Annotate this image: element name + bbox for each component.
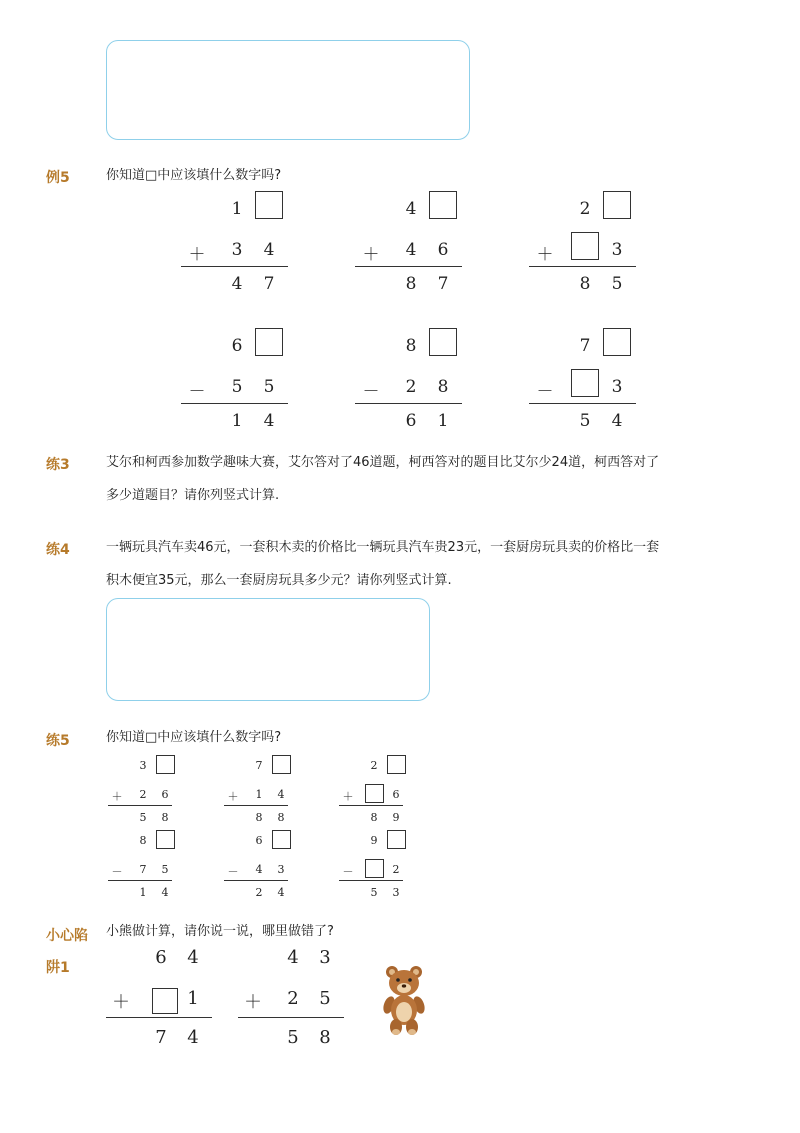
- sum-line: [339, 805, 403, 806]
- digit: 1: [231, 199, 243, 219]
- operator-sign: －: [362, 382, 380, 402]
- digit: 1: [139, 886, 147, 899]
- digit: 8: [277, 811, 285, 824]
- digit: 7: [155, 1027, 167, 1048]
- operator-sign: ＋: [536, 245, 554, 265]
- sum-line: [529, 403, 636, 404]
- sum-line: [224, 805, 288, 806]
- operator-sign: ＋: [244, 992, 262, 1013]
- digit: 7: [437, 274, 449, 294]
- operator-sign: ＋: [362, 245, 380, 265]
- digit: 2: [392, 863, 400, 876]
- digit: 5: [161, 863, 169, 876]
- digit: 1: [255, 788, 263, 801]
- sum-line: [181, 266, 288, 267]
- digit: 8: [161, 811, 169, 824]
- digit: 8: [405, 274, 417, 294]
- sum-line: [224, 880, 288, 881]
- digit: 8: [579, 274, 591, 294]
- digit: 4: [277, 788, 285, 801]
- operator-sign: ＋: [227, 790, 239, 803]
- digit: 4: [405, 199, 417, 219]
- digit: 4: [231, 274, 243, 294]
- answer-blank[interactable]: [387, 830, 406, 849]
- digit: 5: [231, 377, 243, 397]
- digit: 4: [287, 947, 299, 968]
- digit: 8: [255, 811, 263, 824]
- digit: 8: [405, 336, 417, 356]
- digit: 8: [319, 1027, 331, 1048]
- answer-blank[interactable]: [429, 191, 457, 219]
- digit: 2: [255, 886, 263, 899]
- answer-blank[interactable]: [152, 988, 178, 1014]
- answer-blank[interactable]: [571, 369, 599, 397]
- sum-line: [355, 403, 462, 404]
- digit: 6: [405, 411, 417, 431]
- operator-sign: －: [227, 865, 239, 878]
- bear-icon: [380, 963, 428, 1037]
- digit: 4: [187, 947, 199, 968]
- digit: 6: [392, 788, 400, 801]
- digit: 3: [231, 240, 243, 260]
- answer-blank[interactable]: [255, 191, 283, 219]
- digit: 5: [611, 274, 623, 294]
- answer-blank[interactable]: [603, 191, 631, 219]
- digit: 2: [139, 788, 147, 801]
- digit: 5: [370, 886, 378, 899]
- digit: 1: [231, 411, 243, 431]
- digit: 3: [139, 759, 147, 772]
- example-5-question: 你知道□中应该填什么数字吗?: [106, 168, 282, 183]
- digit: 4: [277, 886, 285, 899]
- operator-sign: ＋: [112, 992, 130, 1013]
- operator-sign: ＋: [342, 790, 354, 803]
- example-5-label: 例5: [46, 170, 70, 186]
- digit: 7: [255, 759, 263, 772]
- digit: 6: [155, 947, 167, 968]
- answer-box-top[interactable]: [106, 40, 470, 140]
- digit: 3: [319, 947, 331, 968]
- digit: 4: [161, 886, 169, 899]
- operator-sign: －: [342, 865, 354, 878]
- operator-sign: －: [536, 382, 554, 402]
- digit: 5: [287, 1027, 299, 1048]
- digit: 8: [139, 834, 147, 847]
- practice-3-label: 练3: [46, 457, 70, 473]
- operator-sign: －: [188, 382, 206, 402]
- digit: 1: [437, 411, 449, 431]
- answer-blank[interactable]: [571, 232, 599, 260]
- answer-blank[interactable]: [603, 328, 631, 356]
- answer-blank[interactable]: [387, 755, 406, 774]
- trap-1-label-line-1: 小心陷: [46, 928, 88, 944]
- digit: 6: [255, 834, 263, 847]
- trap-1-question: 小熊做计算，请你说一说，哪里做错了?: [106, 924, 334, 939]
- operator-sign: －: [111, 865, 123, 878]
- answer-box-practice-4[interactable]: [106, 598, 430, 701]
- digit: 5: [319, 988, 331, 1009]
- answer-blank[interactable]: [156, 755, 175, 774]
- digit: 7: [579, 336, 591, 356]
- sum-line: [108, 880, 172, 881]
- sum-line: [108, 805, 172, 806]
- digit: 9: [370, 834, 378, 847]
- digit: 3: [277, 863, 285, 876]
- sum-line: [355, 266, 462, 267]
- sum-line: [106, 1017, 212, 1018]
- digit: 8: [437, 377, 449, 397]
- digit: 4: [187, 1027, 199, 1048]
- digit: 2: [579, 199, 591, 219]
- sum-line: [238, 1017, 344, 1018]
- digit: 2: [287, 988, 299, 1009]
- digit: 8: [370, 811, 378, 824]
- digit: 2: [370, 759, 378, 772]
- digit: 7: [263, 274, 275, 294]
- answer-blank[interactable]: [255, 328, 283, 356]
- digit: 4: [255, 863, 263, 876]
- operator-sign: ＋: [188, 245, 206, 265]
- digit: 4: [263, 240, 275, 260]
- practice-3-line-2: 多少道题目？请你列竖式计算.: [106, 488, 280, 503]
- digit: 1: [187, 988, 199, 1009]
- digit: 9: [392, 811, 400, 824]
- digit: 2: [405, 377, 417, 397]
- digit: 6: [437, 240, 449, 260]
- digit: 3: [611, 240, 623, 260]
- answer-blank[interactable]: [429, 328, 457, 356]
- answer-blank[interactable]: [272, 830, 291, 849]
- digit: 3: [611, 377, 623, 397]
- answer-blank[interactable]: [156, 830, 175, 849]
- digit: 4: [611, 411, 623, 431]
- digit: 6: [161, 788, 169, 801]
- answer-blank[interactable]: [365, 859, 384, 878]
- digit: 4: [263, 411, 275, 431]
- answer-blank[interactable]: [365, 784, 384, 803]
- digit: 4: [405, 240, 417, 260]
- sum-line: [529, 266, 636, 267]
- digit: 5: [263, 377, 275, 397]
- sum-line: [339, 880, 403, 881]
- digit: 6: [231, 336, 243, 356]
- practice-4-label: 练4: [46, 542, 70, 558]
- practice-5-label: 练5: [46, 733, 70, 749]
- digit: 5: [139, 811, 147, 824]
- practice-3-line-1: 艾尔和柯西参加数学趣味大赛，艾尔答对了46道题，柯西答对的题目比艾尔少24道，柯西答对了: [106, 455, 660, 470]
- answer-blank[interactable]: [272, 755, 291, 774]
- digit: 3: [392, 886, 400, 899]
- sum-line: [181, 403, 288, 404]
- practice-5-question: 你知道□中应该填什么数字吗?: [106, 730, 282, 745]
- operator-sign: ＋: [111, 790, 123, 803]
- digit: 7: [139, 863, 147, 876]
- trap-1-label-line-2: 阱1: [46, 960, 70, 976]
- practice-4-line-1: 一辆玩具汽车卖46元，一套积木卖的价格比一辆玩具汽车贵23元，一套厨房玩具卖的价格比一套: [106, 540, 660, 555]
- practice-4-line-2: 积木便宜35元，那么一套厨房玩具多少元？请你列竖式计算.: [106, 573, 452, 588]
- digit: 5: [579, 411, 591, 431]
